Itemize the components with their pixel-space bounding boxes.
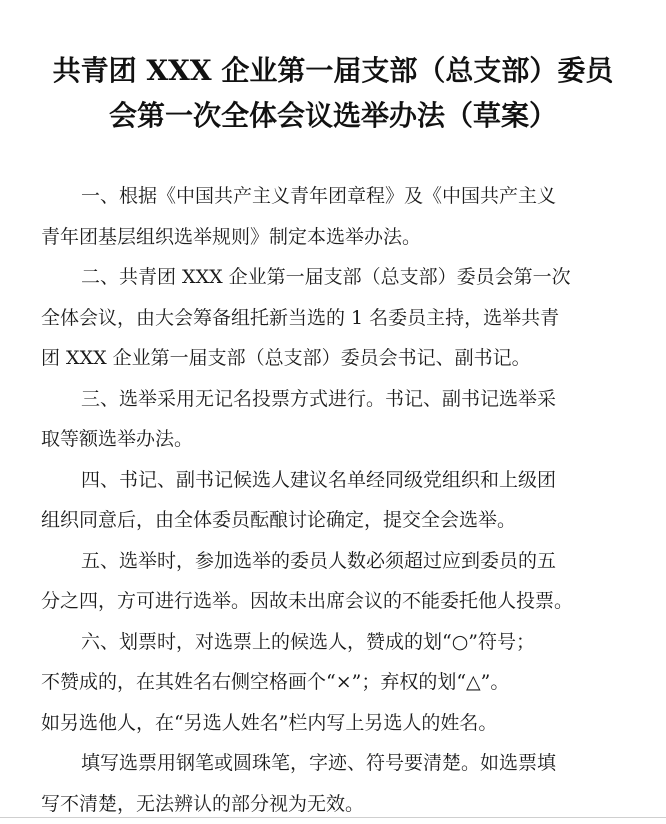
paragraph-line: 五、选举时，参加选举的委员人数必须超过应到委员的五 xyxy=(41,541,631,582)
title-line: 共青团 XXX 企业第一届支部（总支部）委员 xyxy=(30,48,636,93)
document-body xyxy=(41,176,631,824)
paragraph-line: 团 XXX 企业第一届支部（总支部）委员会书记、副书记。 xyxy=(41,338,631,379)
paragraph-line: 填写选票用钢笔或圆珠笔，字迹、符号要清楚。如选票填 xyxy=(41,743,631,784)
paragraph-line: 取等额选举办法。 xyxy=(41,419,631,460)
paragraph-7 xyxy=(41,743,631,824)
title-line: 会第一次全体会议选举办法（草案） xyxy=(30,93,636,138)
paragraph-3 xyxy=(41,379,631,460)
paragraph-line: 青年团基层组织选举规则》制定本选举办法。 xyxy=(41,217,631,258)
paragraph-line: 二、共青团 XXX 企业第一届支部（总支部）委员会第一次 xyxy=(41,257,631,298)
paragraph-line: 写不清楚，无法辨认的部分视为无效。 xyxy=(41,784,631,824)
paragraph-1 xyxy=(41,176,631,257)
paragraph-line: 如另选他人，在“另选人姓名”栏内写上另选人的姓名。 xyxy=(41,703,631,744)
paragraph-5 xyxy=(41,541,631,622)
paragraph-6 xyxy=(41,622,631,744)
paragraph-line: 分之四，方可进行选举。因故未出席会议的不能委托他人投票。 xyxy=(41,581,631,622)
document-title xyxy=(30,48,636,138)
paragraph-2 xyxy=(41,257,631,379)
paragraph-line: 组织同意后，由全体委员酝酿讨论确定，提交全会选举。 xyxy=(41,500,631,541)
paragraph-line: 一、根据《中国共产主义青年团章程》及《中国共产主义 xyxy=(41,176,631,217)
paragraph-line: 不赞成的，在其姓名右侧空格画个“×”；弃权的划“△”。 xyxy=(41,662,631,703)
paragraph-line: 三、选举采用无记名投票方式进行。书记、副书记选举采 xyxy=(41,379,631,420)
paragraph-4 xyxy=(41,460,631,541)
paragraph-line: 四、书记、副书记候选人建议名单经同级党组织和上级团 xyxy=(41,460,631,501)
paragraph-line: 全体会议，由大会筹备组托新当选的 1 名委员主持，选举共青 xyxy=(41,298,631,339)
paragraph-line: 六、划票时，对选票上的候选人，赞成的划“○”符号； xyxy=(41,622,631,663)
